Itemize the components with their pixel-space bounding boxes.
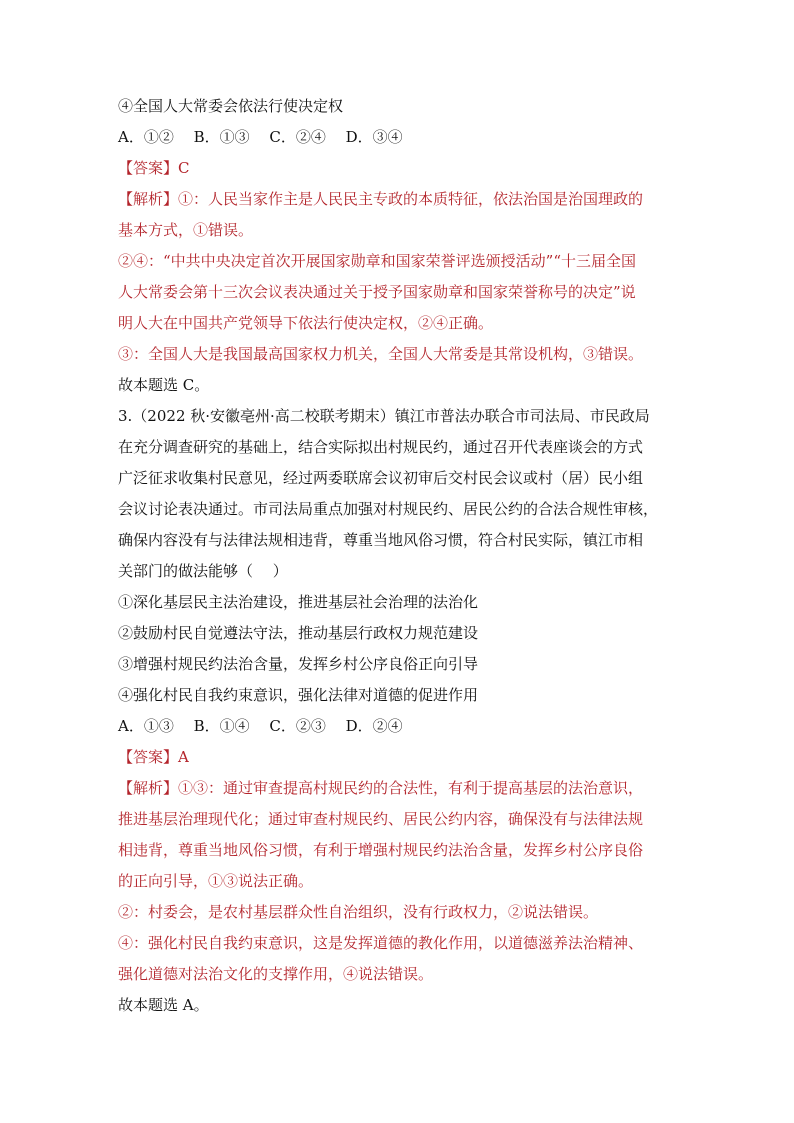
q3-conclusion: 故本题选 A。 — [118, 996, 209, 1014]
q3-analysis-1a-text: ①③：通过审查提高村规民约的合法性，有利于提高基层的法治意识， — [178, 779, 644, 797]
answer-value: A — [178, 748, 189, 766]
q3-option-1: ①深化基层民主法治建设，推进基层社会治理的法治化 — [118, 593, 479, 611]
q3-stem-line-1: 3.（2022 秋·安徽亳州·高二校联考期末）镇江市普法办联合市司法局、市民政局 — [118, 407, 650, 425]
q3-analysis-line-5: ②：村委会，是农村基层群众性自治组织，没有行政权力，②说法错误。 — [118, 903, 599, 921]
q2-option-4: ④全国人大常委会依法行使决定权 — [118, 97, 344, 115]
answer-label: 【答案】 — [118, 159, 179, 177]
q2-analysis-line-1 — [118, 188, 688, 210]
q3-analysis-line-1 — [118, 777, 688, 799]
q3-option-3: ③增强村规民约法治含量，发挥乡村公序良俗正向引导 — [118, 655, 479, 673]
q2-analysis-line-5: 明人大在中国共产党领导下依法行使决定权，②④正确。 — [118, 314, 494, 332]
q3-stem-line-6: 关部门的做法能够（ ） — [118, 562, 288, 580]
q3-answer — [118, 746, 688, 768]
q3-choices: A．①③ B．①④ C．②③ D．②④ — [118, 717, 403, 735]
q3-analysis-line-6: ④：强化村民自我约束意识，这是发挥道德的教化作用，以道德滋养法治精神、 — [118, 934, 644, 952]
q2-answer — [118, 157, 688, 179]
q2-conclusion: 故本题选 C。 — [118, 376, 210, 394]
q2-analysis-line-4: 人大常委会第十三次会议表决通过关于授予国家勋章和国家荣誉称号的决定”说 — [118, 283, 636, 301]
q3-analysis-line-4: 的正向引导，①③说法正确。 — [118, 872, 314, 890]
q2-choices: A．①② B．①③ C．②④ D．③④ — [118, 128, 403, 146]
q3-stem-line-3: 广泛征求收集村民意见，经过两委联席会议初审后交村民会议或村（居）民小组 — [118, 469, 644, 487]
q3-option-4: ④强化村民自我约束意识，强化法律对道德的促进作用 — [118, 686, 479, 704]
q3-analysis-line-2: 推进基层治理现代化；通过审查村规民约、居民公约内容，确保没有与法律法规 — [118, 810, 644, 828]
q3-stem-line-4: 会议讨论表决通过。市司法局重点加强对村规民约、居民公约的合法合规性审核， — [118, 500, 659, 518]
analysis-label: 【解析】 — [118, 190, 179, 208]
q2-analysis-line-6: ③：全国人大是我国最高国家权力机关，全国人大常委是其常设机构，③错误。 — [118, 345, 644, 363]
q3-stem-line-2: 在充分调查研究的基础上，结合实际拟出村规民约，通过召开代表座谈会的方式 — [118, 438, 644, 456]
q3-option-2: ②鼓励村民自觉遵法守法，推动基层行政权力规范建设 — [118, 624, 479, 642]
q3-stem-line-5: 确保内容没有与法律法规相违背，尊重当地风俗习惯，符合村民实际，镇江市相 — [118, 531, 644, 549]
answer-label: 【答案】 — [118, 748, 179, 766]
q2-analysis-1a-text: ①：人民当家作主是人民民主专政的本质特征，依法治国是治国理政的 — [178, 190, 644, 208]
q3-analysis-line-3: 相违背，尊重当地风俗习惯，有利于增强村规民约法治含量，发挥乡村公序良俗 — [118, 841, 644, 859]
q2-analysis-line-3: ②④：“中共中央决定首次开展国家勋章和国家荣誉评选颁授活动”“十三届全国 — [118, 252, 637, 270]
analysis-label: 【解析】 — [118, 779, 179, 797]
q3-analysis-line-7: 强化道德对法治文化的支撑作用，④说法错误。 — [118, 965, 434, 983]
q2-analysis-line-2: 基本方式，①错误。 — [118, 221, 254, 239]
answer-value: C — [178, 159, 190, 177]
